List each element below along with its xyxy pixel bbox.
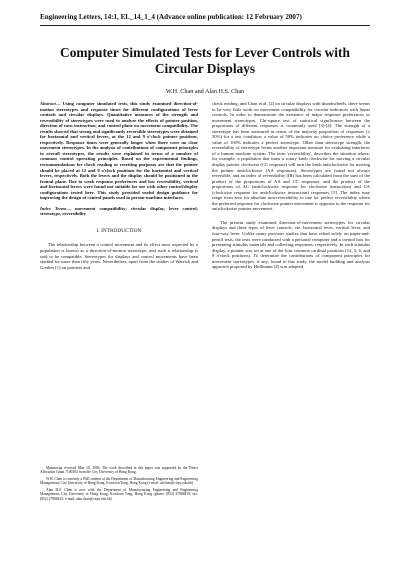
index-terms [40,206,198,217]
paper-authors: W.H. Chan and Alan H.S. Chan [165,88,245,95]
paragraph-gap [212,212,370,220]
footnotes [40,466,198,504]
footnote-manuscript: Manuscript received May 10, 2006. The work described in this paper was supported by the Direct Allocation Grant 7100304 from the City University of Hong Kong. [40,466,198,475]
paper-title: Computer Simulated Tests for Lever Controls with Circular Displays [60,45,350,76]
introduction-paragraph: The relationship between a control movement and its effect most expected by a population is known as a direction-of-motion stereotype, and such a relationship is said to be compatible. Stereotypes for displays and control movements have been studied for more than fifty years. Nevertheless, apart from the studies of Warrick and Grether [1] on pointers and [40,242,198,270]
footnote-author-1: W.H. Chan is currently a PhD student of the Department of Manufacturing Engineering and Engineering Management, City University of Hong Kong, Kowloon Tong, Hong Kong (e-mail: whchan@cityu.edu.hk) [40,477,198,486]
header-rule [40,25,370,26]
right-paragraph-2: The present study examined direction-of-movement stereotypes for circular displays and three types of lever controls, viz. horizontal lever, vertical lever, and four-way lever. Unlike many previous studies that have relied solely on paper-and-pencil tests, the tests were conducted with a personal computer and a control box for presenting stimulus materials and collecting responses, respectively. In each stimulus display, a pointer was set at one of the four common cardinal positions (12, 3, 6, and 9 o'clock positions). To determine the contributions of component principles for movement stereotypes, if any, found in this study, the model building and analysis approach proposed by Hoffmann [4] was adopted. [212,219,370,270]
abstract-text: — Using computer simulated tests, this study examined direction-of-motion stereotypes and response times for different configurations of lever controls and circular displays. Quantitative measures of the strength and reversibility of stereotypes were used to analyze the effects of pointer position, direction of turn instruction, and control plane on movement compatibility. The results showed that strong and significantly reversible stereotypes were obtained for horizontal and vertical levers, at the 12 and 9 o'clock pointer positions, respectively. Response times were generally longer when there were no clear movement stereotypes. In the analysis of contributions of component principles to overall stereotypes, the results were explained in terms of a number of common control operating principles. Based on the experimental findings, recommendations for check reading or resetting purposes are that the pointer should be placed at 12 and 9 o'clock positions for the horizontal and vertical levers, respectively. Both the levers and the display should be positioned in the frontal plane. Due to weak response preferences and low reversibility, vertical and horizontal levers were found not suitable for use with other control/display configurations tested here. This study provided useful design guidance for improving the design of control panels used in person-machine interfaces. [40,101,198,201]
index-terms-text: — movement compatibility; circular display, lever control; stereotype, reversibility [40,205,199,217]
right-paragraph-1: check reading, and Chan et al. [2] on circular displays with thumbwheels, there seems to be very little work on movement compatibility for circular indicators with linear controls. In order to demonstrate the existence of major response preferences or movement stereotypes, Chi-square test of statistical significance between the proportions of different responses is commonly used [3]-[4]. The strength of a stereotype has been measured in terms of the majority proportion of responses (≥ 50%) for a test condition; a value of 50% indicates no choice preference while a value of 100% indicates a perfect stereotype. Other than stereotype strength, the reversibility of stereotype forms another important measure for evaluating interfaces of a human machine system. The term 'reversibility', describes the situation where, for example, a population that turns a rotary knob clockwise for moving a circular display pointer clockwise (CC response) will turn the knob anticlockwise for moving the pointer anticlockwise (AA responses). Stereotypes are found not always reversible, and an index of reversibility (IR) has been calculated from the sum of the product of the proportions of AA and CC responses, and the product of the proportions of AC (anticlockwise response for clockwise instruction) and CA (clockwise response for anticlockwise instruction) responses [5]. The index may range from zero for absolute non-reversibility to one for perfect reversibility where the preferred response for clockwise pointer movement is opposite to the response for anticlockwise pointer movement. [212,101,370,212]
abstract-lead: Abstract [40,101,56,106]
left-column [40,101,198,270]
right-column [212,101,370,270]
index-terms-lead: Index Terms [40,205,67,211]
abstract [40,101,198,201]
section-heading-introduction: I. INTRODUCTION [96,227,142,234]
running-header: Engineering Letters, 14:1, EL_14_1_4 (Advance online publication: 12 February 2007) [40,13,302,21]
footnote-author-2: Alan H.S. Chan is now with the Department of Manufacturing Engineering and Engineering Management, City University of Hong Kong, Kowloon Tong, Hong Kong (phone: (852) 27888439; fax: (852) 27888423; e-mail: alan.chan@cityu.edu.hk) [40,488,198,501]
